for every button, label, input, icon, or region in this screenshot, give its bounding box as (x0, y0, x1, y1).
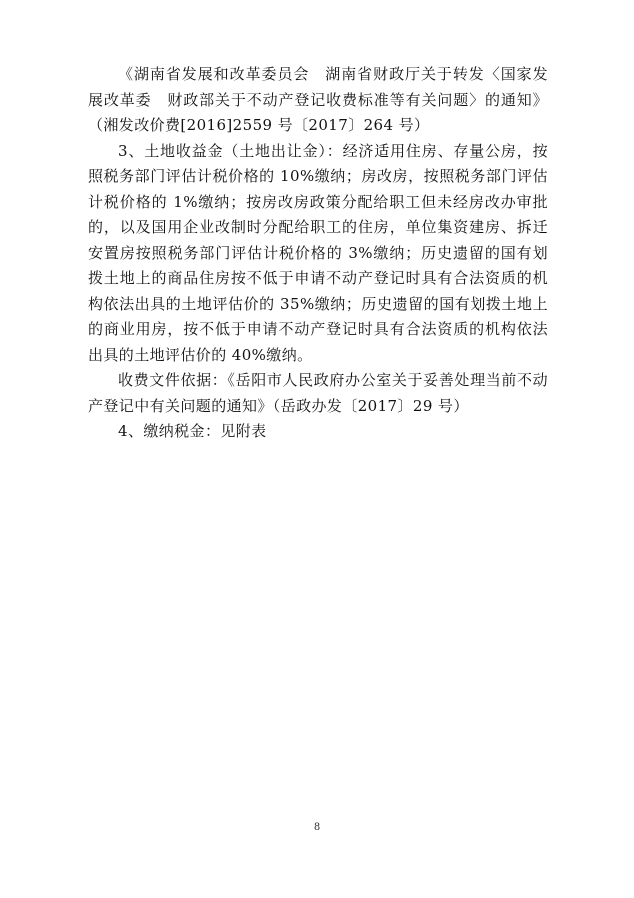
paragraph-policy-reference: 《湖南省发展和改革委员会 湖南省财政厅关于转发〈国家发展改革委 财政部关于不动产登记收费标准等有关问题〉的通知》（湘发改价费[2016]2559 号〔2017〕264 号） (88, 65, 548, 134)
paragraph-land-revenue: 3、土地收益金（土地出让金）：经济适用住房、存量公房，按照税务部门评估计税价格的 10%缴纳；房改房，按照税务部门评估计税价格的 1%缴纳；按房改房政策分配给职工但未经房改办审批的，以及国用企业改制时分配给职工的住房，单位集资建房、拆迁安置房按照税务部门评估计税价格的 3%缴纳；历史遗留的国有划拨土地上的商品住房按不低于申请不动产登记时具有合法资质的机构依法出具的土地评估价的 35%缴纳；历史遗留的国有划拨土地上的商业用房，按不低于申请不动产登记时具有合法资质的机构依法出具的土地评估价的 40%缴纳。 (88, 141, 548, 364)
page-number: 8 (313, 822, 321, 833)
paragraph-taxes: 4、缴纳税金：见附表 (118, 422, 267, 440)
paragraph-fee-basis: 收费文件依据：《岳阳市人民政府办公室关于妥善处理当前不动产登记中有关问题的通知》（岳政办发〔2017〕29 号） (88, 371, 548, 415)
document-body (88, 62, 548, 445)
